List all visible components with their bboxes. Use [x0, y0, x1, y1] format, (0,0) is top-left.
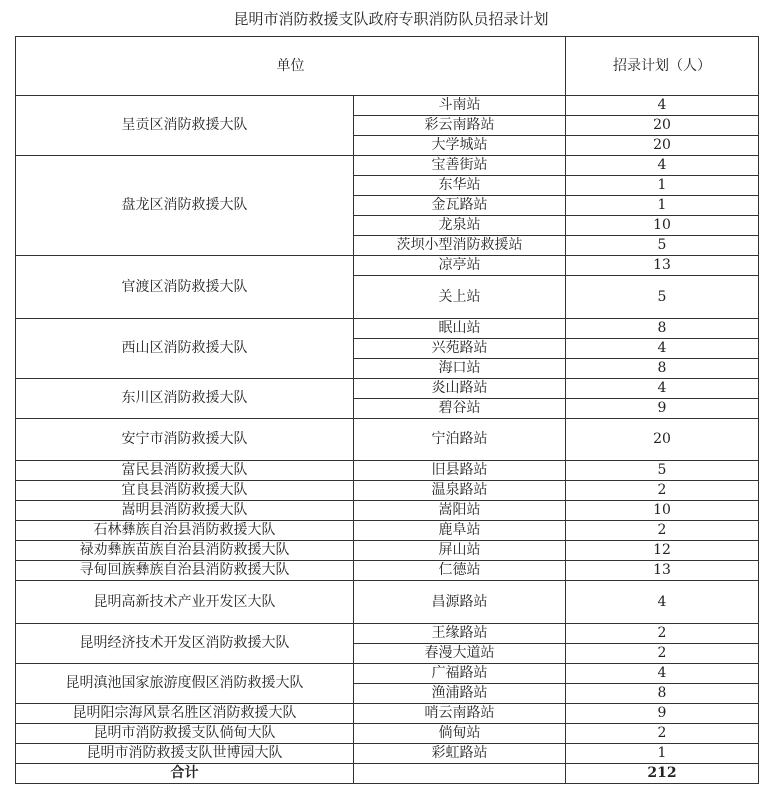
table-row	[16, 521, 759, 541]
count-cell: 2	[566, 724, 759, 744]
station-cell: 大学城站	[354, 136, 566, 156]
station-cell: 碧谷站	[354, 399, 566, 419]
unit-cell: 盘龙区消防救援大队	[16, 156, 354, 256]
unit-cell: 昆明经济技术开发区消防救援大队	[16, 624, 354, 664]
unit-cell: 昆明滇池国家旅游度假区消防救援大队	[16, 664, 354, 704]
table-row	[16, 419, 759, 461]
station-cell: 眠山站	[354, 319, 566, 339]
table-row	[16, 461, 759, 481]
count-cell: 2	[566, 481, 759, 501]
count-cell: 20	[566, 136, 759, 156]
recruitment-plan-table	[15, 36, 759, 784]
table-row	[16, 744, 759, 764]
table-row	[16, 319, 759, 339]
count-cell: 20	[566, 419, 759, 461]
station-cell: 彩虹路站	[354, 744, 566, 764]
unit-cell: 安宁市消防救援大队	[16, 419, 354, 461]
count-cell: 9	[566, 704, 759, 724]
station-cell: 龙泉站	[354, 216, 566, 236]
table-row	[16, 256, 759, 276]
count-cell: 4	[566, 664, 759, 684]
unit-cell: 宜良县消防救援大队	[16, 481, 354, 501]
station-cell: 王缘路站	[354, 624, 566, 644]
count-cell: 5	[566, 236, 759, 256]
total-row	[16, 764, 759, 784]
count-cell: 1	[566, 744, 759, 764]
table-row	[16, 96, 759, 116]
unit-cell: 官渡区消防救援大队	[16, 256, 354, 319]
count-cell: 8	[566, 319, 759, 339]
unit-cell: 嵩明县消防救援大队	[16, 501, 354, 521]
header-unit: 单位	[16, 37, 566, 96]
count-cell: 10	[566, 501, 759, 521]
unit-cell: 富民县消防救援大队	[16, 461, 354, 481]
table-row	[16, 581, 759, 624]
count-cell: 8	[566, 684, 759, 704]
unit-cell: 呈贡区消防救援大队	[16, 96, 354, 156]
count-cell: 2	[566, 521, 759, 541]
count-cell: 1	[566, 176, 759, 196]
unit-cell: 禄劝彝族苗族自治县消防救援大队	[16, 541, 354, 561]
station-cell: 屏山站	[354, 541, 566, 561]
station-cell: 渔浦路站	[354, 684, 566, 704]
total-count: 212	[566, 764, 759, 784]
count-cell: 10	[566, 216, 759, 236]
count-cell: 13	[566, 561, 759, 581]
station-cell: 嵩阳站	[354, 501, 566, 521]
table-row	[16, 481, 759, 501]
unit-cell: 东川区消防救援大队	[16, 379, 354, 419]
station-cell: 茨坝小型消防救援站	[354, 236, 566, 256]
table-row	[16, 624, 759, 644]
count-cell: 5	[566, 276, 759, 319]
total-empty-cell	[354, 764, 566, 784]
table-row	[16, 379, 759, 399]
table-row	[16, 704, 759, 724]
station-cell: 东华站	[354, 176, 566, 196]
station-cell: 鹿阜站	[354, 521, 566, 541]
station-cell: 凉亭站	[354, 256, 566, 276]
count-cell: 20	[566, 116, 759, 136]
station-cell: 宝善街站	[354, 156, 566, 176]
station-cell: 广福路站	[354, 664, 566, 684]
count-cell: 4	[566, 581, 759, 624]
station-cell: 彩云南路站	[354, 116, 566, 136]
table-row	[16, 664, 759, 684]
station-cell: 温泉路站	[354, 481, 566, 501]
station-cell: 哨云南路站	[354, 704, 566, 724]
station-cell: 昌源路站	[354, 581, 566, 624]
station-cell: 倘甸站	[354, 724, 566, 744]
station-cell: 宁泊路站	[354, 419, 566, 461]
station-cell: 春漫大道站	[354, 644, 566, 664]
table-header-row	[16, 37, 759, 96]
count-cell: 4	[566, 339, 759, 359]
table-row	[16, 501, 759, 521]
page-title: 昆明市消防救援支队政府专职消防队员招录计划	[233, 10, 549, 28]
unit-cell: 西山区消防救援大队	[16, 319, 354, 379]
table-row	[16, 561, 759, 581]
station-cell: 海口站	[354, 359, 566, 379]
count-cell: 2	[566, 644, 759, 664]
count-cell: 4	[566, 379, 759, 399]
count-cell: 8	[566, 359, 759, 379]
station-cell: 兴苑路站	[354, 339, 566, 359]
station-cell: 关上站	[354, 276, 566, 319]
table-row	[16, 541, 759, 561]
count-cell: 4	[566, 96, 759, 116]
header-plan: 招录计划（人）	[566, 37, 759, 96]
station-cell: 炎山路站	[354, 379, 566, 399]
station-cell: 仁德站	[354, 561, 566, 581]
unit-cell: 昆明市消防救援支队世博园大队	[16, 744, 354, 764]
unit-cell: 昆明阳宗海风景名胜区消防救援大队	[16, 704, 354, 724]
unit-cell: 昆明高新技术产业开发区大队	[16, 581, 354, 624]
station-cell: 旧县路站	[354, 461, 566, 481]
station-cell: 斗南站	[354, 96, 566, 116]
total-label: 合计	[16, 764, 354, 784]
count-cell: 4	[566, 156, 759, 176]
count-cell: 5	[566, 461, 759, 481]
unit-cell: 石林彝族自治县消防救援大队	[16, 521, 354, 541]
count-cell: 9	[566, 399, 759, 419]
unit-cell: 昆明市消防救援支队倘甸大队	[16, 724, 354, 744]
count-cell: 12	[566, 541, 759, 561]
station-cell: 金瓦路站	[354, 196, 566, 216]
count-cell: 2	[566, 624, 759, 644]
count-cell: 13	[566, 256, 759, 276]
count-cell: 1	[566, 196, 759, 216]
table-row	[16, 724, 759, 744]
unit-cell: 寻甸回族彝族自治县消防救援大队	[16, 561, 354, 581]
table-row	[16, 156, 759, 176]
